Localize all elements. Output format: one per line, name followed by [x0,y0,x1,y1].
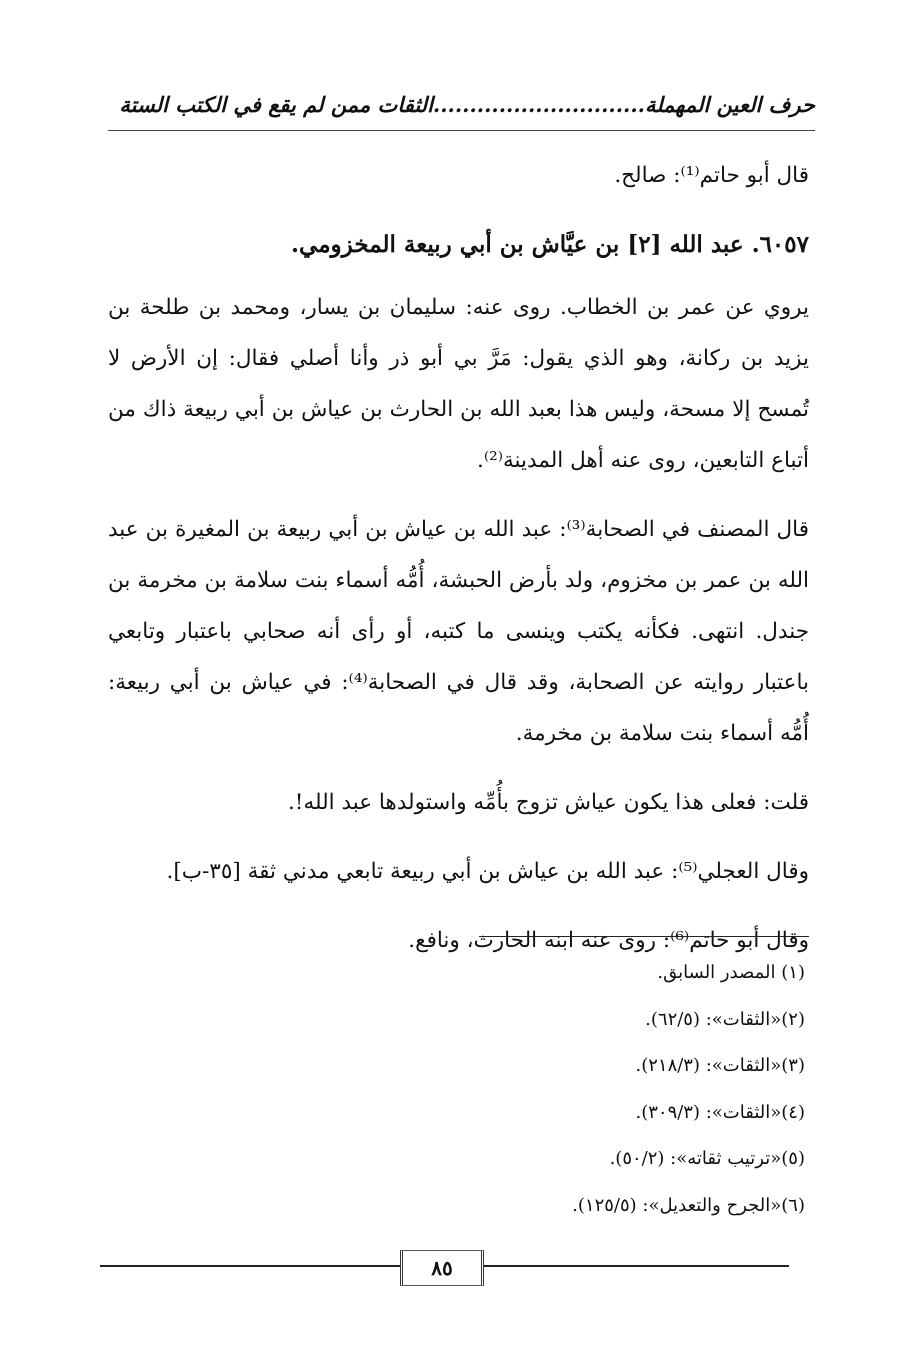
footnote-separator [479,936,809,937]
footnote-1: (١) المصدر السابق. [657,962,805,983]
entry-heading: ٦٠٥٧. عبد الله [٢] بن عيَّاش بن أبي ربيعة المخزومي. [291,231,809,258]
footnote-3: (٣)«الثقات»: (٢١٨/٣). [635,1055,805,1077]
paragraph-3: قلت: فعلى هذا يكون عياش تزوج بأُمِّه واستولدها عبد الله!. [287,790,809,815]
main-text [108,150,809,984]
footnotes [285,950,805,1230]
page-footer [100,1250,789,1294]
paragraph-4: وقال العجلي⁽⁵⁾: عبد الله بن عياش بن أبي ربيعة تابعي مدني ثقة [٣٥-ب]. [166,859,809,884]
paragraph-5: وقال أبو حاتم⁽⁶⁾: روى عنه ابنه الحارث، ونافع. [408,928,809,953]
page-number: ٨٥ [400,1250,484,1286]
header-rule [108,130,815,131]
footnote-2: (٢)«الثقات»: (٦٢/٥). [645,1008,805,1030]
footnote-5: (٥)«ترتيب ثقاته»: (٥٠/٢). [609,1148,805,1170]
paragraph-1: يروي عن عمر بن الخطاب. روى عنه: سليمان بن يسار، ومحمد بن طلحة بن يزيد بن ركانة، وهو الذي يقول: مَرَّ بي أبو ذر وأنا أصلي فقال: إن الأرض لا تُمسح إلا مسحة، وليس هذا بعبد الله بن الحارث بن عياش بن أبي ربيعة ذاك من أتباع التابعين، روى عنه أهل المدينة⁽²⁾. [108,295,809,473]
running-header: حرف العين المهملة.............................الثقات ممن لم يقع في الكتب الستة [119,92,815,117]
footnote-6: (٦)«الجرح والتعديل»: (١٢٥/٥). [572,1194,805,1216]
footnote-4: (٤)«الثقات»: (٣٠٩/٣). [635,1101,805,1123]
paragraph-2: قال المصنف في الصحابة⁽³⁾: عبد الله بن عياش بن أبي ربيعة بن المغيرة بن عبد الله بن عمر بن مخزوم، ولد بأرض الحبشة، أُمُّه أسماء بنت سلامة بن مخرمة بن جندل. انتهى. فكأنه يكتب وينسى ما كتبه، أو رأى أنه صحابي باعتبار وتابعي باعتبار روايته عن الصحابة، وقد قال في الصحابة⁽⁴⁾: في عياش بن أبي ربيعة: أُمُّه أسماء بنت سلامة بن مخرمة. [108,517,809,746]
opening-line: قال أبو حاتم⁽¹⁾: صالح. [614,163,809,188]
